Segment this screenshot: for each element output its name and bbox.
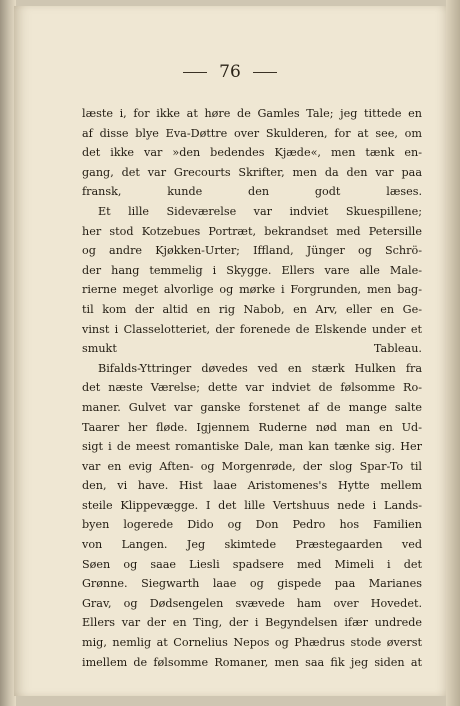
text-line: læste i, for ikke at høre de Gamles Tale; jeg tittede en: [82, 107, 422, 120]
text-line: mig, nemlig at Cornelius Nepos og Phædrus stode øverst: [82, 636, 422, 650]
text-line: Bifalds-Yttringer døvedes ved en stærk Hulken fra: [98, 361, 422, 375]
text-line: Søen og saae Liesli spadsere med Mimeli i det: [82, 557, 422, 571]
text-line: byen logerede Dido og Don Pedro hos Familien: [82, 518, 422, 532]
header-rule-right: [253, 72, 277, 73]
page-right-edge: [446, 0, 460, 706]
paragraph: [82, 202, 422, 359]
text-line: maner. Gulvet var ganske forstenet af de mange salte: [82, 400, 422, 414]
page-header: [14, 62, 446, 82]
text-line: von Langen. Jeg skimtede Præstegaarden ved: [82, 538, 422, 552]
text-line: det ikke var »den bedendes Kjæde«, men tænk en-: [82, 146, 422, 160]
text-line: steile Klippevægge. I det lille Vertshuus nede i Lands-: [82, 498, 422, 512]
text-line: af disse blye Eva-Døttre over Skulderen, for at see, om: [82, 126, 422, 140]
text-line: var en evig Aften- og Morgenrøde, der slog Spar-To til: [82, 459, 422, 473]
text-line: til kom der altid en rig Nabob, en Arv, eller en Ge-: [82, 302, 422, 316]
text-line: Grønne. Siegwarth laae og gispede paa Marianes: [82, 577, 422, 591]
text-line: Ellers var der en Ting, der i Begyndelsen ifær undrede: [82, 616, 422, 630]
text-line: her stod Kotzebues Portræt, bekrandset med Petersille: [82, 224, 422, 238]
text-line: den, vi have. Hist laae Aristomenes's Hytte mellem: [82, 479, 422, 493]
text-line: Grav, og Dødsengelen svævede ham over Hovedet.: [82, 596, 422, 610]
text-line: Et lille Sideværelse var indviet Skuespillene;: [98, 204, 422, 218]
book-page: [14, 6, 446, 696]
text-line: vinst i Classelotteriet, der forenede de Elskende under et: [82, 322, 422, 336]
paragraph: [82, 359, 422, 673]
text-line: Taarer her fløde. Igjennem Ruderne nød man en Ud-: [82, 420, 422, 434]
text-line: gang, det var Grecourts Skrifter, men da den var paa: [82, 165, 422, 179]
body-text: [82, 104, 422, 672]
page-number: 76: [219, 62, 241, 82]
paragraph: [82, 104, 422, 202]
text-line: sigt i de meest romantiske Dale, man kan tænke sig. Her: [82, 440, 422, 454]
text-line: der hang temmelig i Skygge. Ellers vare alle Male-: [82, 263, 422, 277]
text-line: fransk, kunde den godt læses.: [82, 185, 422, 199]
text-line: smukt Tableau.: [82, 342, 422, 356]
text-line: og andre Kjøkken-Urter; Iffland, Jünger og Schrö-: [82, 244, 422, 258]
text-line: imellem de følsomme Romaner, men saa fik jeg siden at: [82, 655, 422, 669]
header-rule-left: [183, 72, 207, 73]
text-line: rierne meget alvorlige og mørke i Forgrunden, men bag-: [82, 283, 422, 297]
text-line: det næste Værelse; dette var indviet de følsomme Ro-: [82, 381, 422, 395]
